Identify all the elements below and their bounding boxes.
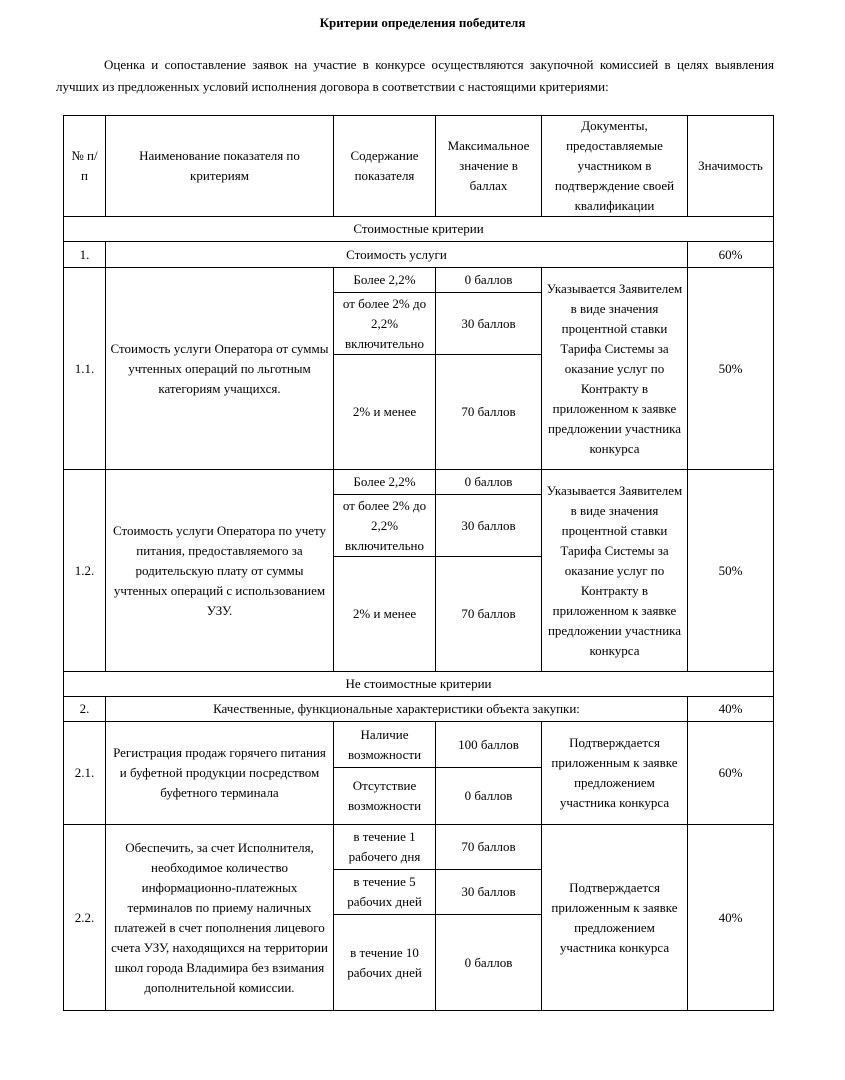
- table-row: [64, 470, 774, 495]
- row-weight: 60%: [688, 722, 774, 825]
- row-weight: 60%: [688, 242, 774, 268]
- row-option: в течение 10 рабочих дней: [334, 915, 436, 1011]
- table-row: [64, 242, 774, 268]
- row-name: Качественные, функциональные характеристики объекта закупки:: [106, 697, 688, 722]
- row-points: 0 баллов: [436, 915, 542, 1011]
- row-option: от более 2% до 2,2% включительно: [334, 495, 436, 557]
- row-points: 30 баллов: [436, 870, 542, 915]
- row-points: 70 баллов: [436, 825, 542, 870]
- row-docs: Подтверждается приложенным к заявке предложением участника конкурса: [542, 722, 688, 825]
- row-option: Более 2,2%: [334, 268, 436, 293]
- row-docs: Подтверждается приложенным к заявке предложением участника конкурса: [542, 825, 688, 1011]
- row-option: в течение 1 рабочего дня: [334, 825, 436, 870]
- row-name: Стоимость услуги: [106, 242, 688, 268]
- row-option: в течение 5 рабочих дней: [334, 870, 436, 915]
- row-num: 1.2.: [64, 470, 106, 672]
- header-max: Максимальное значение в баллах: [436, 116, 542, 217]
- row-points: 0 баллов: [436, 268, 542, 293]
- row-points: 30 баллов: [436, 495, 542, 557]
- row-option: Более 2,2%: [334, 470, 436, 495]
- section-row-cost: [64, 217, 774, 242]
- section-noncost-label: Не стоимостные критерии: [64, 672, 774, 697]
- header-weight: Значимость: [688, 116, 774, 217]
- row-num: 1.1.: [64, 268, 106, 470]
- table-row: [64, 722, 774, 768]
- row-option: Наличие возможности: [334, 722, 436, 768]
- header-num: № п/п: [64, 116, 106, 217]
- table-row: [64, 268, 774, 293]
- row-docs: Указывается Заявителем в виде значения процентной ставки Тарифа Системы за оказание услуг по Контракту в приложенном к заявке предложении участника конкурса: [542, 268, 688, 470]
- row-points: 70 баллов: [436, 355, 542, 470]
- row-option: Отсутствие возможности: [334, 768, 436, 825]
- row-name: Стоимость услуги Оператора от суммы учтенных операций по льготным категориям учащихся.: [106, 268, 334, 470]
- section-cost-label: Стоимостные критерии: [64, 217, 774, 242]
- row-points: 0 баллов: [436, 470, 542, 495]
- criteria-table: [63, 115, 774, 1011]
- row-option: 2% и менее: [334, 355, 436, 470]
- row-points: 70 баллов: [436, 557, 542, 672]
- section-row-noncost: [64, 672, 774, 697]
- document-title: Критерии определения победителя: [319, 15, 526, 30]
- row-points: 0 баллов: [436, 768, 542, 825]
- header-row: [64, 116, 774, 217]
- row-points: 100 баллов: [436, 722, 542, 768]
- row-docs: Указывается Заявителем в виде значения процентной ставки Тарифа Системы за оказание услуг по Контракту в приложенном к заявке предложении участника конкурса: [542, 470, 688, 672]
- table-row: [64, 825, 774, 870]
- row-weight: 50%: [688, 470, 774, 672]
- row-num: 2.: [64, 697, 106, 722]
- row-weight: 40%: [688, 697, 774, 722]
- row-num: 1.: [64, 242, 106, 268]
- row-weight: 50%: [688, 268, 774, 470]
- table-row: [64, 697, 774, 722]
- row-option: от более 2% до 2,2% включительно: [334, 293, 436, 355]
- row-option: 2% и менее: [334, 557, 436, 672]
- row-points: 30 баллов: [436, 293, 542, 355]
- row-num: 2.2.: [64, 825, 106, 1011]
- row-name: Регистрация продаж горячего питания и буфетной продукции посредством буфетного терминала: [106, 722, 334, 825]
- row-name: Стоимость услуги Оператора по учету питания, предоставляемого за родительскую плату от суммы учтенных операций с использованием УЗУ.: [106, 470, 334, 672]
- row-weight: 40%: [688, 825, 774, 1011]
- header-name: Наименование показателя по критериям: [106, 116, 334, 217]
- row-num: 2.1.: [64, 722, 106, 825]
- header-content: Содержание показателя: [334, 116, 436, 217]
- intro-paragraph: Оценка и сопоставление заявок на участие в конкурсе осуществляются закупочной комиссией в целях выявления лучших из предложенных условий исполнения договора в соответствии с настоящими критериями:: [56, 57, 774, 94]
- header-docs: Документы, предоставляемые участником в подтверждение своей квалификации: [542, 116, 688, 217]
- row-name: Обеспечить, за счет Исполнителя, необходимое количество информационно-платежных терминалов по приему наличных платежей в счет пополнения лицевого счета УЗУ, находящихся на территории школ города Владимира без взимания дополнительной комиссии.: [106, 825, 334, 1011]
